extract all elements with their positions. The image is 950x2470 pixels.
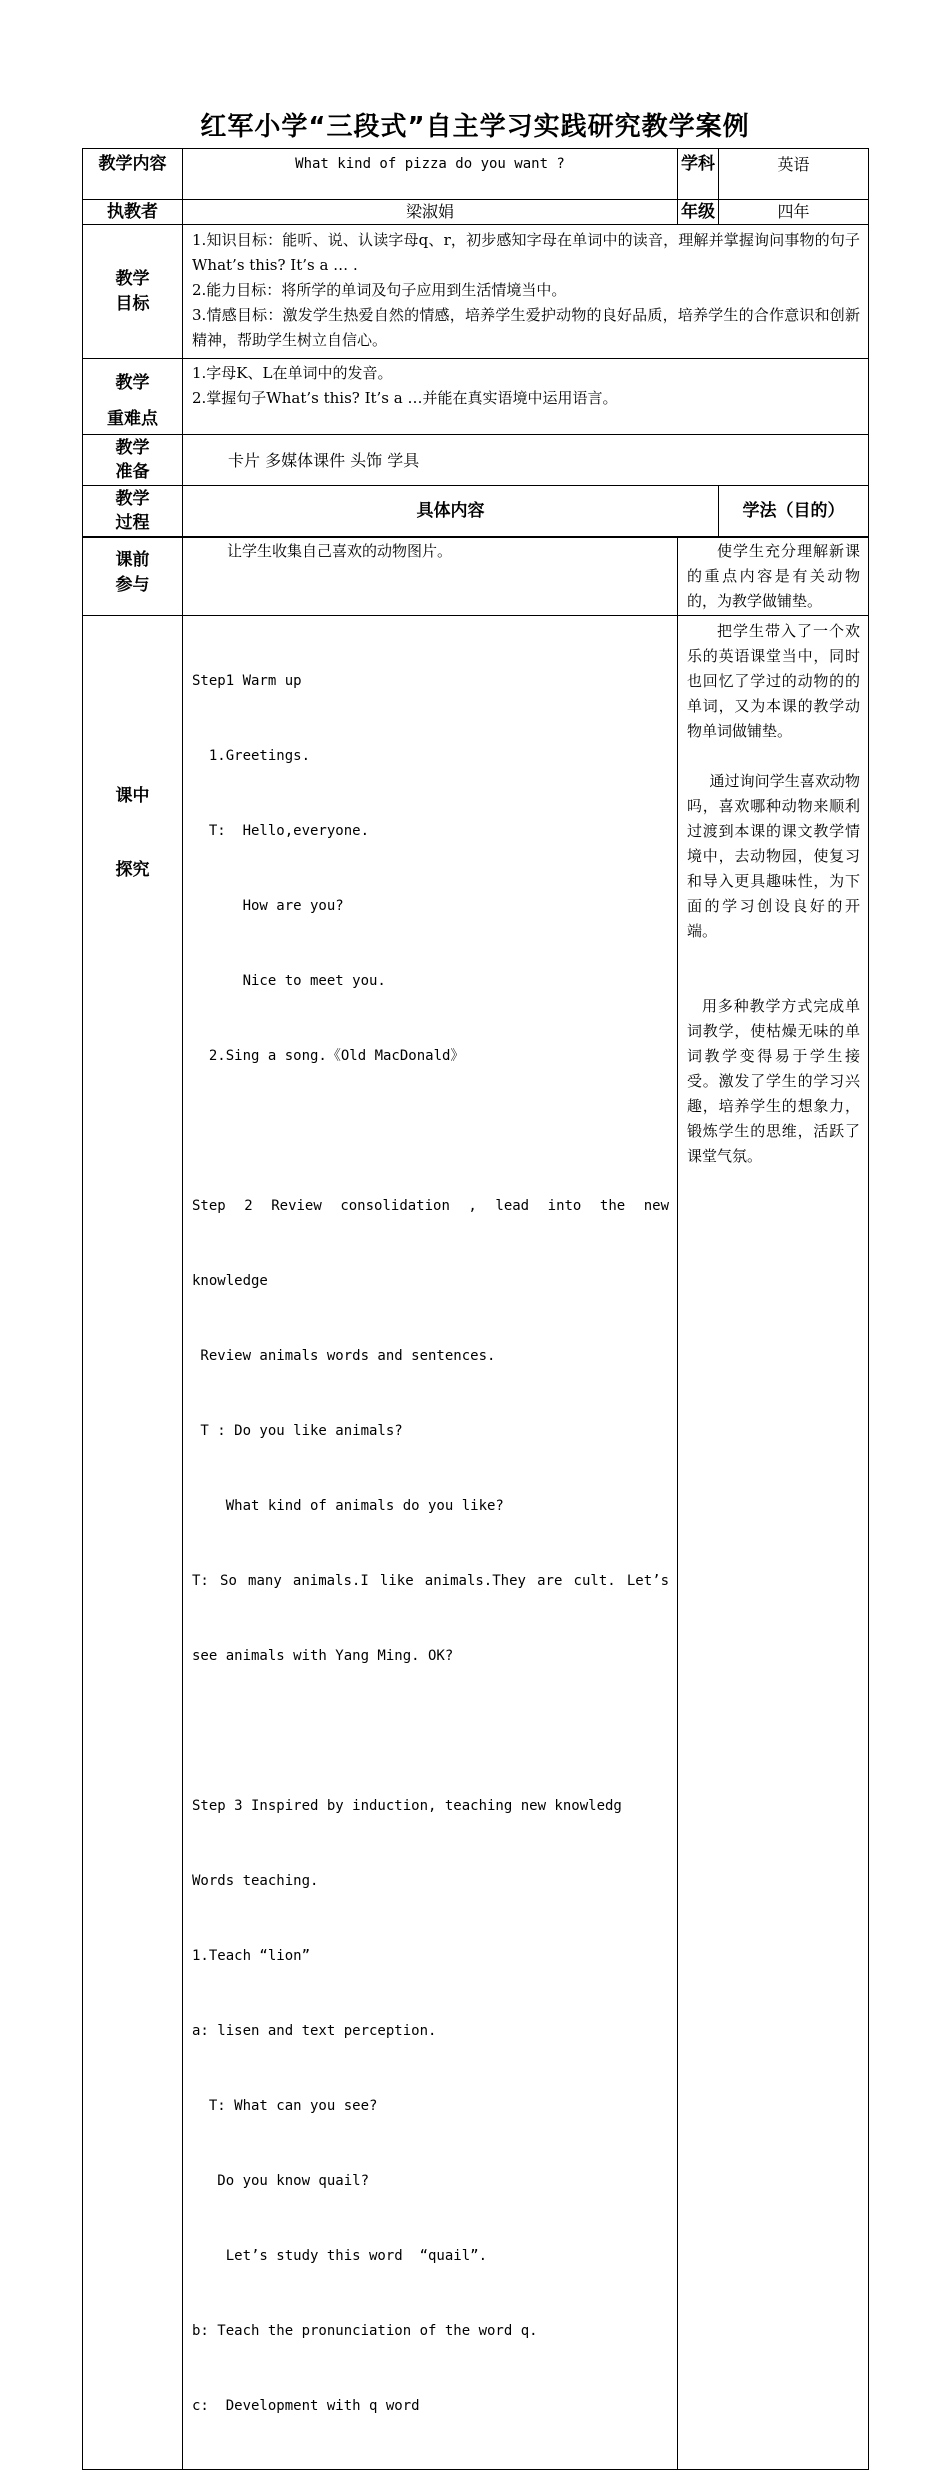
- goal-item: 1.知识目标：能听、说、认读字母q、r，初步感知字母在单词中的读音，理解并掌握询问事物的句子What’s this? It’s a … .: [192, 231, 860, 274]
- col-method-header: 学法（目的）: [719, 486, 869, 537]
- prep-content: 卡片 多媒体课件 头饰 学具: [183, 435, 869, 486]
- inclass-line: b: Teach the pronunciation of the word q.: [192, 2323, 538, 2339]
- inclass-line: c: Development with q word: [192, 2398, 420, 2414]
- inclass-line: T: So many animals.I like animals.They are cult. Let’s: [192, 1573, 669, 1589]
- inclass-line: [192, 1119, 677, 1144]
- inclass-line: knowledge: [192, 1273, 268, 1289]
- inclass-line: a: lisen and text perception.: [192, 2023, 437, 2039]
- preclass-label-line1: 课前: [115, 550, 150, 570]
- prep-label: [83, 435, 183, 486]
- inclass-label-line1: 课中: [115, 786, 150, 806]
- grade-value: 四年: [719, 200, 869, 225]
- method-note: 通过询问学生喜欢动物吗，喜欢哪种动物来顺利过渡到本课的课文教学情境中，去动物园，使复习和导入更具趣味性，为下面的学习创设良好的开端。: [687, 772, 860, 940]
- process-label-line2: 过程: [115, 513, 150, 533]
- inclass-label-line2: 探究: [115, 860, 150, 880]
- goals-label: [83, 225, 183, 359]
- inclass-line: T : Do you like animals?: [192, 1423, 403, 1439]
- inclass-line: Do you know quail?: [192, 2173, 370, 2189]
- inclass-line: 2.Sing a song.《Old MacDonald》: [192, 1048, 465, 1064]
- lesson-topic: What kind of pizza do you want ?: [183, 149, 678, 200]
- goals-label-line1: 教学: [115, 268, 150, 289]
- inclass-line: see animals with Yang Ming. OK?: [192, 1648, 454, 1664]
- keypoints-label-line1: 教学: [115, 373, 150, 393]
- keypoints-label: [83, 359, 183, 435]
- grade-label: 年级: [678, 200, 719, 225]
- col-content-header: 具体内容: [183, 486, 719, 537]
- inclass-line: T: What can you see?: [192, 2098, 378, 2114]
- preclass-label: [83, 538, 183, 616]
- preclass-label-line2: 参与: [115, 575, 150, 595]
- subject-label: 学科: [678, 149, 719, 200]
- inclass-content: [183, 616, 678, 2470]
- teacher-label: 执教者: [83, 200, 183, 225]
- inclass-line: What kind of animals do you like?: [192, 1498, 504, 1514]
- goal-item: 2.能力目标：将所学的单词及句子应用到生活情境当中。: [192, 281, 567, 299]
- inclass-line: Words teaching.: [192, 1873, 319, 1889]
- keypoint-item: 1.字母K、L在单词中的发音。: [192, 364, 393, 382]
- keypoints-content: [183, 359, 869, 435]
- keypoint-item: 2.掌握句子What’s this? It’s a …并能在真实语境中运用语言。: [192, 389, 618, 407]
- document-title: 红军小学“三段式”自主学习实践研究教学案例: [200, 112, 750, 142]
- prep-label-line2: 准备: [115, 462, 150, 482]
- preclass-content: 让学生收集自己喜欢的动物图片。: [183, 538, 678, 616]
- inclass-line: 1.Teach “lion”: [192, 1948, 311, 1964]
- subject-value: 英语: [719, 149, 869, 200]
- method-note: 把学生带入了一个欢乐的英语课堂当中，同时也回忆了学过的动物的的单词，又为本课的教学动物单词做铺垫。: [687, 622, 860, 740]
- goals-label-line2: 目标: [115, 293, 150, 314]
- inclass-methods: [678, 616, 869, 2470]
- inclass-line: T: Hello,everyone.: [192, 823, 370, 839]
- content-label: 教学内容: [83, 149, 183, 200]
- inclass-line: Step 2 Review consolidation , lead into the new: [192, 1198, 669, 1214]
- goal-item: 3.情感目标：激发学生热爱自然的情感，培养学生爱护动物的良好品质，培养学生的合作意识和创新精神，帮助学生树立自信心。: [192, 306, 860, 349]
- lesson-process-table: [82, 537, 869, 2470]
- inclass-line: How are you?: [192, 898, 344, 914]
- inclass-line: 1.Greetings.: [192, 748, 311, 764]
- inclass-line: Step 3 Inspired by induction, teaching new knowledg: [192, 1798, 622, 1814]
- preclass-method: 使学生充分理解新课的重点内容是有关动物的，为教学做铺垫。: [678, 538, 869, 616]
- inclass-line: [192, 1719, 677, 1744]
- inclass-line: Let’s study this word “quail”.: [192, 2248, 488, 2264]
- inclass-line: Step1 Warm up: [192, 673, 302, 689]
- inclass-line: Review animals words and sentences.: [192, 1348, 496, 1364]
- process-label: [83, 486, 183, 537]
- inclass-label: [83, 616, 183, 2470]
- inclass-line: Nice to meet you.: [192, 973, 386, 989]
- method-note: 用多种教学方式完成单词教学，使枯燥无味的单词教学变得易于学生接受。激发了学生的学习兴趣，培养学生的想象力，锻炼学生的思维，活跃了课堂气氛。: [687, 997, 860, 1165]
- lesson-plan-table: [82, 148, 869, 537]
- prep-label-line1: 教学: [115, 438, 150, 458]
- teacher-name: 梁淑娟: [183, 200, 678, 225]
- process-label-line1: 教学: [115, 489, 150, 509]
- keypoints-label-line2: 重难点: [107, 409, 158, 429]
- goals-content: [183, 225, 869, 359]
